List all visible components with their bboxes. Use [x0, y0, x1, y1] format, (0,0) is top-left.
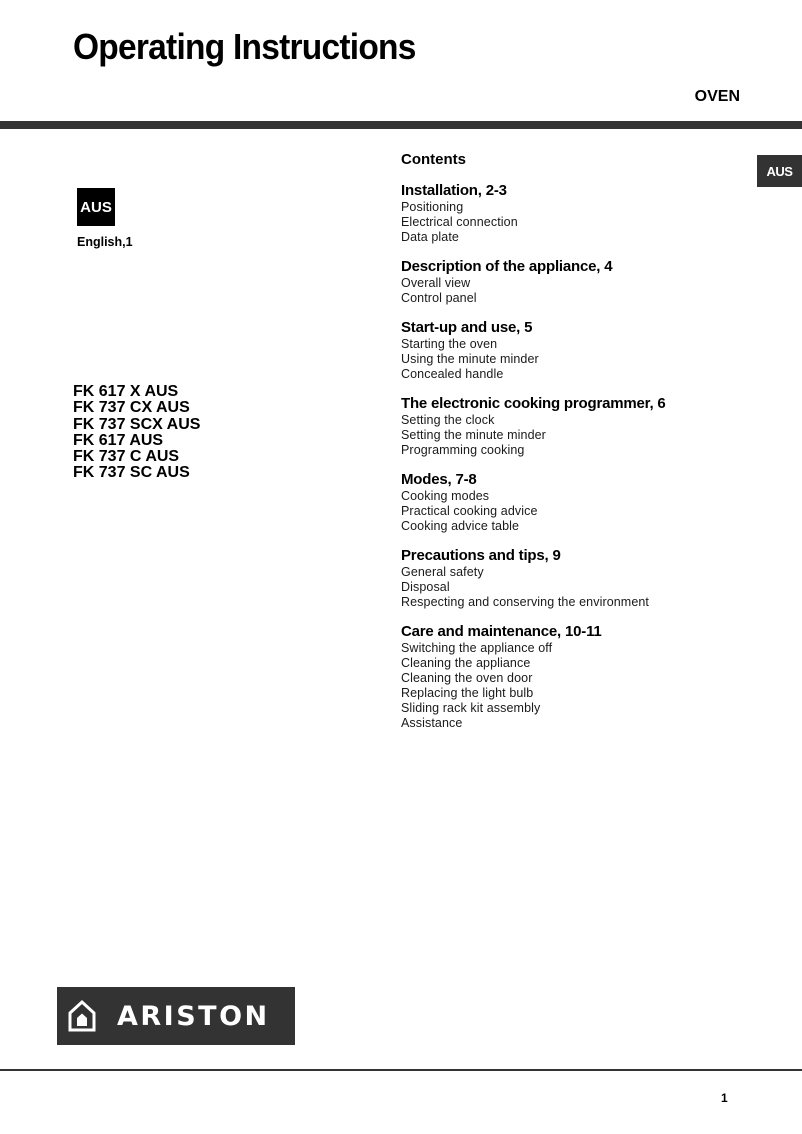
toc-section-modes [401, 471, 741, 534]
toc-item[interactable]: Replacing the light bulb [401, 686, 534, 700]
toc-section-title[interactable]: Precautions and tips, 9 [401, 547, 561, 564]
toc-item[interactable]: Assistance [401, 716, 463, 730]
toc-item[interactable]: Cleaning the oven door [401, 671, 533, 685]
model-item: FK 737 CX AUS [73, 399, 190, 417]
toc-item[interactable]: Programming cooking [401, 443, 525, 457]
toc-item[interactable]: Switching the appliance off [401, 641, 553, 655]
toc-item[interactable]: Setting the minute minder [401, 428, 546, 442]
toc-section-programmer [401, 395, 741, 458]
contents-heading: Contents [401, 151, 466, 168]
toc-item[interactable]: Sliding rack kit assembly [401, 701, 541, 715]
product-type: OVEN [694, 88, 740, 105]
page-title: Operating Instructions [73, 26, 416, 67]
model-list [73, 384, 200, 482]
toc-item[interactable]: Disposal [401, 580, 450, 594]
table-of-contents [401, 151, 741, 744]
toc-item[interactable]: Concealed handle [401, 367, 504, 381]
toc-item[interactable]: Cleaning the appliance [401, 656, 531, 670]
brand-name: ARISTON [117, 1000, 270, 1032]
toc-item[interactable]: Using the minute minder [401, 352, 539, 366]
model-item: FK 617 AUS [73, 431, 164, 449]
language-badge: AUS [77, 188, 115, 226]
toc-section-care [401, 623, 741, 731]
toc-section-installation [401, 182, 741, 245]
toc-section-title[interactable]: Modes, 7-8 [401, 471, 477, 488]
model-item: FK 737 SCX AUS [73, 415, 201, 433]
page-number: 1 [721, 1091, 728, 1105]
toc-item[interactable]: Positioning [401, 200, 464, 214]
toc-item[interactable]: Overall view [401, 276, 471, 290]
toc-item[interactable]: Cooking modes [401, 489, 490, 503]
model-item: FK 737 C AUS [73, 448, 180, 466]
toc-section-title[interactable]: Description of the appliance, 4 [401, 258, 613, 275]
house-icon [67, 999, 97, 1033]
toc-item[interactable]: Control panel [401, 291, 477, 305]
toc-section-title[interactable]: Installation, 2-3 [401, 182, 507, 199]
toc-item[interactable]: General safety [401, 565, 484, 579]
toc-item[interactable]: Cooking advice table [401, 519, 520, 533]
toc-item[interactable]: Starting the oven [401, 337, 498, 351]
toc-item[interactable]: Respecting and conserving the environment [401, 595, 649, 609]
footer-divider [0, 1069, 802, 1071]
toc-section-title[interactable]: Care and maintenance, 10-11 [401, 623, 602, 640]
toc-item[interactable]: Data plate [401, 230, 459, 244]
model-item: FK 737 SC AUS [73, 464, 190, 482]
toc-section-title[interactable]: Start-up and use, 5 [401, 319, 533, 336]
toc-section-title[interactable]: The electronic cooking programmer, 6 [401, 395, 666, 412]
toc-section-description [401, 258, 741, 306]
toc-section-startup [401, 319, 741, 382]
header-divider [0, 121, 802, 129]
ariston-logo [57, 987, 295, 1045]
language-label: English,1 [77, 235, 133, 249]
region-tab: AUS [757, 155, 802, 187]
toc-item[interactable]: Setting the clock [401, 413, 495, 427]
toc-item[interactable]: Electrical connection [401, 215, 518, 229]
toc-section-precautions [401, 547, 741, 610]
toc-item[interactable]: Practical cooking advice [401, 504, 538, 518]
model-item: FK 617 X AUS [73, 383, 179, 400]
